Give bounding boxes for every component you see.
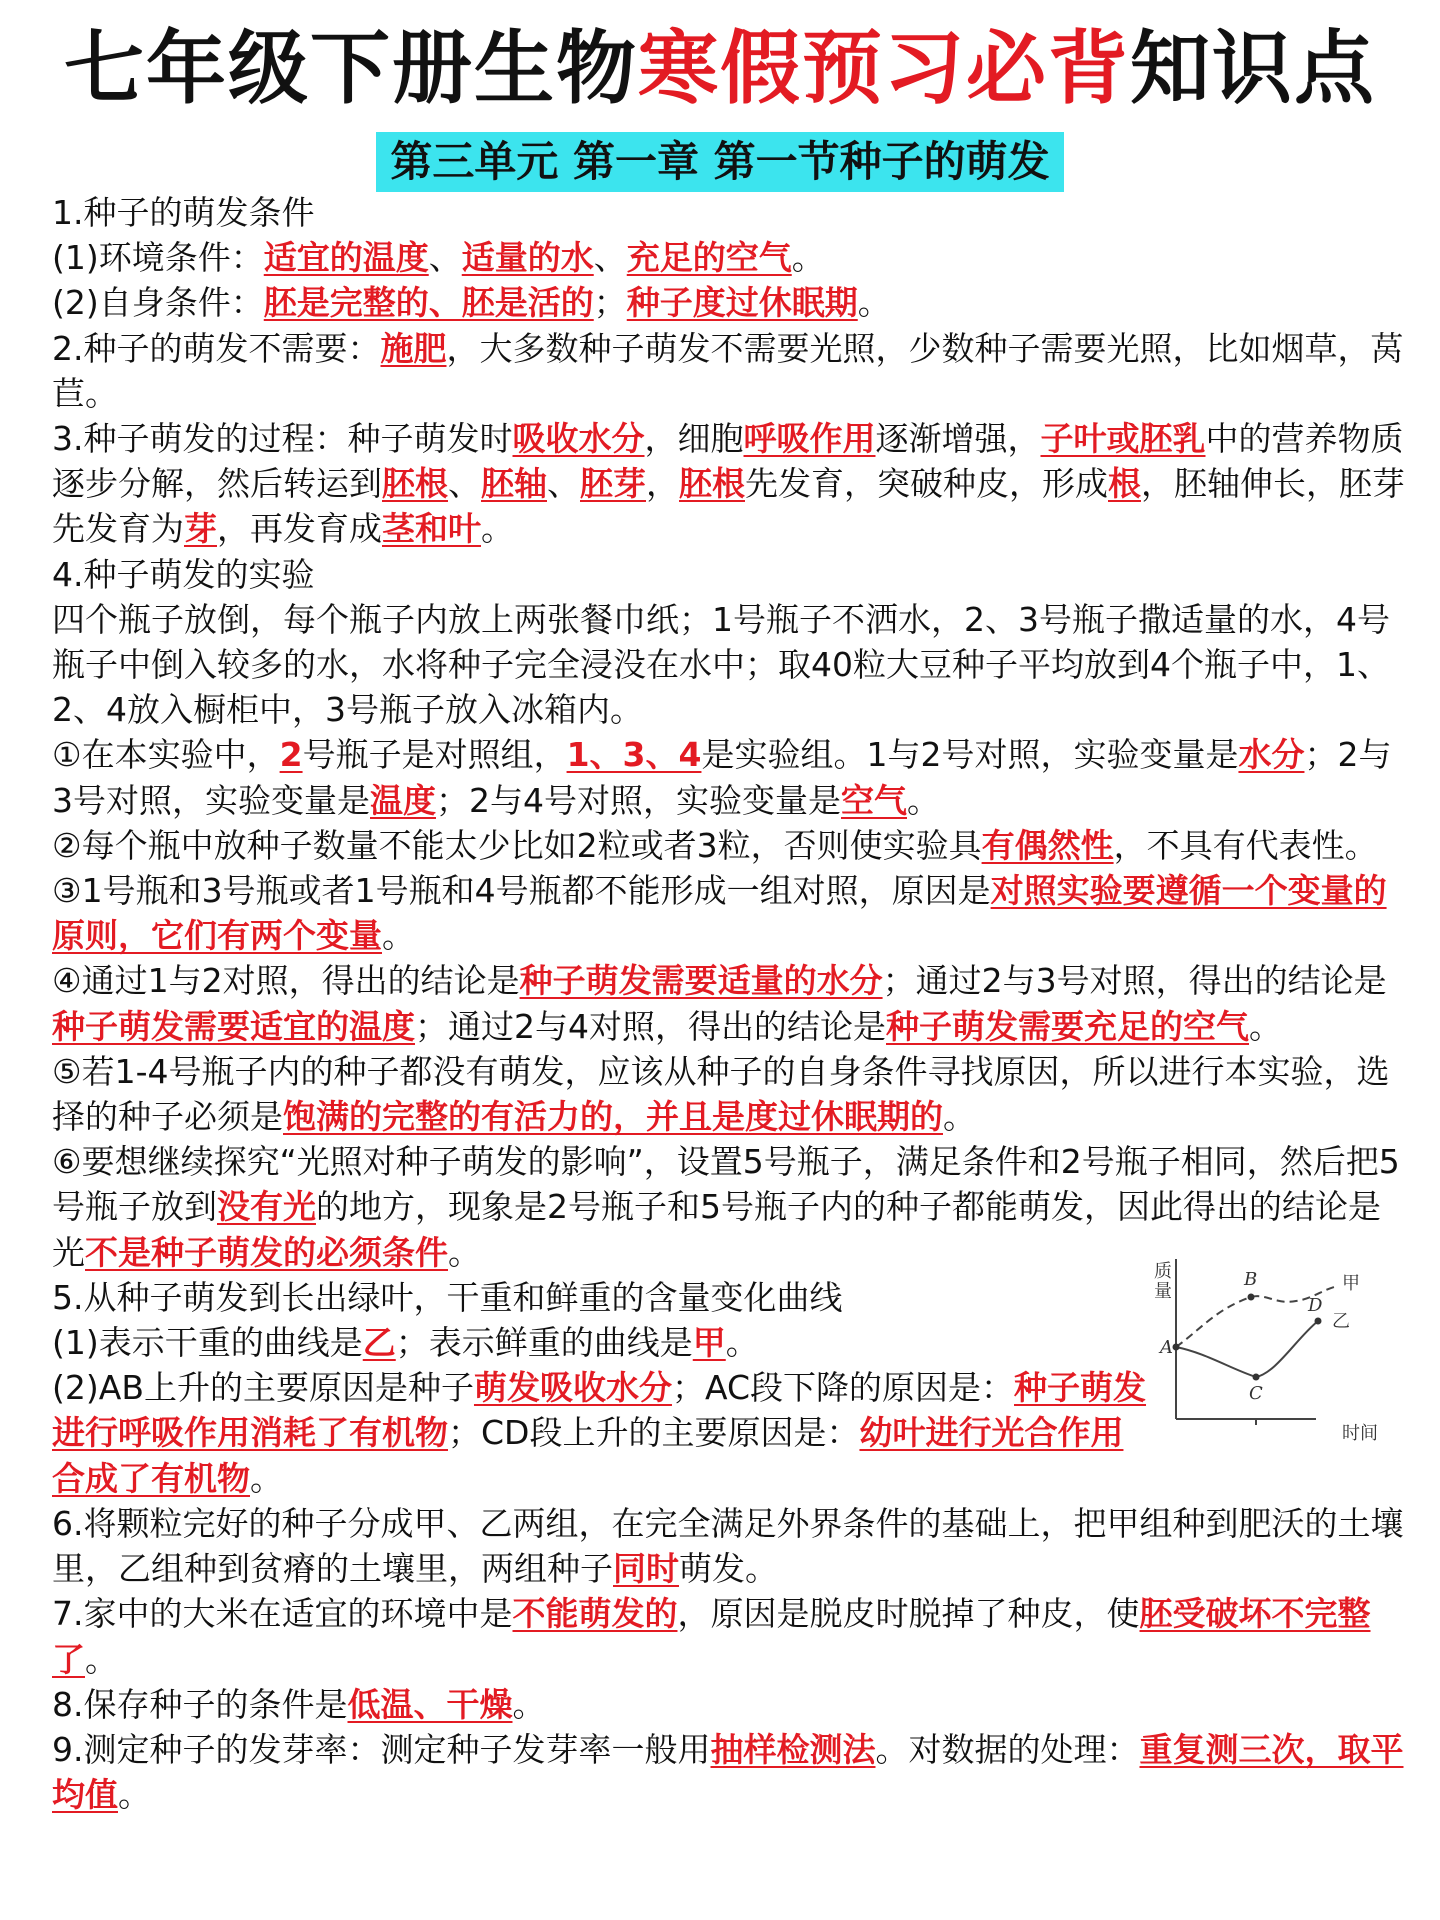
s1-line1: [52, 235, 1406, 280]
s4-heading: 4.种子萌发的实验: [52, 554, 315, 594]
text: ⑥要想继续探究“光照对种子萌发的影响”，设置5号瓶子，满足条件和2号瓶子相同，然后把5号瓶子放到: [52, 1142, 1400, 1227]
text: 。: [943, 1097, 976, 1137]
answer: 水分: [1238, 735, 1305, 775]
answer: 适宜的温度: [263, 238, 429, 278]
text: 、: [547, 464, 580, 504]
answer: 乙: [362, 1323, 396, 1363]
point-d: [1315, 1317, 1322, 1324]
point-a: [1173, 1343, 1180, 1350]
text: 。: [907, 780, 940, 820]
text: ，大多数种子萌发不需要光照，少数种子需要光照，比如烟草，莴苣。: [52, 328, 1404, 413]
label-c: C: [1249, 1382, 1263, 1404]
s8: [52, 1682, 1406, 1727]
answer: 重复测三次，取平均值: [52, 1729, 1404, 1815]
answer: 不能萌发的: [512, 1594, 678, 1634]
text: 、: [448, 464, 481, 504]
s3: [52, 416, 1406, 552]
answer: 胚受破坏不完整了: [52, 1594, 1371, 1679]
answer: 种子萌发进行呼吸作用消耗了有机物: [52, 1368, 1147, 1453]
text: (1)表示干重的曲线是: [52, 1323, 363, 1363]
text: 是实验组。1与2号对照，实验变量是: [701, 735, 1239, 775]
text: 7.家中的大米在适宜的环境中是: [52, 1594, 513, 1634]
answer: 萌发吸收水分: [473, 1368, 672, 1408]
text: ，不具有代表性。: [1113, 825, 1378, 865]
text: ；通过2与3号对照，得出的结论是: [882, 961, 1387, 1001]
answer: 空气: [841, 780, 907, 820]
answer: 根: [1108, 464, 1141, 504]
text: ，原因是脱皮时脱掉了种皮，使: [677, 1594, 1140, 1634]
text: 。: [512, 1684, 546, 1724]
text: 萌发。: [679, 1549, 778, 1589]
text: 。: [725, 1323, 759, 1363]
text: ；2与3号对照，实验变量是: [52, 735, 1392, 820]
text: ，细胞: [644, 419, 744, 459]
text: ，再发育成: [217, 509, 382, 549]
text: 。: [448, 1232, 481, 1272]
text: 。对数据的处理：: [875, 1729, 1140, 1769]
text: ；CD段上升的主要原因是：: [448, 1413, 860, 1453]
text: (2)AB上升的主要原因是种子: [52, 1368, 474, 1408]
text: ③1号瓶和3号瓶或者1号瓶和4号瓶都不能形成一组对照，原因是: [52, 871, 991, 911]
s9: [52, 1727, 1406, 1817]
text: 。: [382, 916, 415, 956]
point-b: [1248, 1293, 1255, 1300]
text: 。: [250, 1458, 283, 1498]
answer: 种子度过休眠期: [626, 283, 858, 323]
text: ②每个瓶中放种子数量不能太少比如2粒或者3粒，否则使实验具: [52, 825, 982, 865]
answer: 子叶或胚乳: [1040, 419, 1206, 459]
answer: 芽: [184, 509, 217, 549]
x-label: 时间: [1342, 1422, 1378, 1444]
answer: 吸收水分: [512, 419, 645, 459]
text: ⑤若1-4号瓶子内的种子都没有萌发，应该从种子的自身条件寻找原因，所以进行本实验，选择的种子必须是: [52, 1051, 1390, 1137]
answer: 种子萌发需要适宜的温度: [52, 1006, 415, 1046]
answer: 胚芽: [580, 464, 646, 504]
s1-line2: [52, 280, 1406, 325]
text: 中的营养物质逐步分解，然后转运到: [52, 419, 1404, 504]
text: ，: [646, 464, 679, 504]
unit-title-wrap: [0, 132, 1440, 192]
text: ；表示鲜重的曲线是: [395, 1323, 693, 1363]
text: ；AC段下降的原因是：: [671, 1368, 1015, 1408]
text: 。: [791, 238, 825, 278]
s4-q2: [52, 823, 1406, 868]
s4-q3: [52, 868, 1406, 958]
text: 8.保存种子的条件是: [52, 1684, 348, 1724]
answer: 种子萌发需要充足的空气: [886, 1006, 1249, 1046]
s7: [52, 1591, 1406, 1681]
text: 。: [481, 509, 514, 549]
text: 。: [118, 1775, 151, 1815]
text: 先发育，突破种皮，形成: [745, 464, 1108, 504]
unit-title: 第三单元 第一章 第一节种子的萌发: [376, 132, 1063, 192]
answer: 胚根: [382, 464, 448, 504]
s2: [52, 326, 1406, 416]
text: 9.测定种子的发芽率：测定种子发芽率一般用: [52, 1729, 711, 1769]
point-c: [1253, 1373, 1260, 1380]
label-a: A: [1160, 1336, 1173, 1358]
title-highlight: 寒假预习必背: [638, 22, 1130, 115]
page-title: [0, 14, 1440, 124]
text: ；2与4号对照，实验变量是: [436, 780, 841, 820]
text: 逐渐增强，: [875, 419, 1041, 459]
answer: 茎和叶: [382, 509, 481, 549]
text: 的地方，现象是2号瓶子和5号瓶子内的种子都能萌发，因此得出的结论是光: [52, 1187, 1381, 1272]
text: 6.将颗粒完好的种子分成甲、乙两组，在完全满足外界条件的基础上，把甲组种到肥沃的土壤里，乙组种到贫瘠的土壤里，两组种子: [52, 1503, 1404, 1589]
answer: 呼吸作用: [743, 419, 876, 459]
text: ④通过1与2对照，得出的结论是: [52, 961, 520, 1001]
s4-q5: [52, 1049, 1406, 1139]
content: [52, 190, 1406, 1817]
answer: 低温、干燥: [347, 1684, 513, 1724]
series-yi-label: 乙: [1332, 1310, 1350, 1332]
text: 。: [1249, 1006, 1282, 1046]
answer: 2: [279, 735, 303, 775]
s6: [52, 1501, 1406, 1591]
text: 、: [593, 238, 627, 278]
answer: 施肥: [380, 328, 447, 368]
answer: 充足的空气: [626, 238, 792, 278]
series-jia-label: 甲: [1342, 1272, 1360, 1294]
title-part3: 知识点: [1130, 22, 1376, 115]
answer: 胚轴: [481, 464, 547, 504]
answer: 胚是完整的、胚是活的: [263, 283, 594, 323]
s5-line2: [52, 1365, 1147, 1501]
text: ，胚轴伸长，胚芽先发育为: [52, 464, 1405, 549]
s4-q1: [52, 732, 1406, 822]
answer: 1、3、4: [566, 735, 702, 775]
answer: 抽样检测法: [710, 1729, 876, 1769]
s5-block: [52, 1260, 1406, 1501]
s4-desc: 四个瓶子放倒，每个瓶子内放上两张餐巾纸；1号瓶子不洒水，2、3号瓶子撒适量的水，4号瓶子中倒入较多的水，水将种子完全浸没在水中；取40粒大豆种子平均放到4个瓶子中，1、2、4放入橱柜中，3号瓶子放入冰箱内。: [52, 599, 1390, 730]
label-d: D: [1308, 1294, 1323, 1316]
answer: 不是种子萌发的必须条件: [85, 1232, 448, 1272]
answer: 没有光: [217, 1187, 316, 1227]
answer: 温度: [370, 780, 436, 820]
title-part1: 七年级下册生物: [64, 22, 638, 115]
s4-q4: [52, 958, 1406, 1048]
answer: 幼叶进行光合作用合成了有机物: [52, 1413, 1124, 1498]
text: 。: [857, 283, 891, 323]
text: 2.种子的萌发不需要：: [52, 328, 381, 368]
text: (2)自身条件：: [52, 283, 264, 323]
s5-heading: 5.从种子萌发到长出绿叶，干重和鲜重的含量变化曲线: [52, 1277, 843, 1317]
answer: 饱满的完整的有活力的，并且是度过休眠期的: [283, 1097, 943, 1137]
answer: 种子萌发需要适量的水分: [519, 961, 883, 1001]
text: 。: [85, 1639, 118, 1679]
text: ；通过2与4对照，得出的结论是: [415, 1006, 886, 1046]
label-b: B: [1244, 1268, 1258, 1290]
s1-heading: 1.种子的萌发条件: [52, 193, 315, 232]
answer: 同时: [613, 1549, 679, 1589]
text: 、: [428, 238, 462, 278]
text: 3.种子萌发的过程：种子萌发时: [52, 419, 513, 459]
text: ；: [593, 283, 627, 323]
y-label: 量: [1154, 1280, 1172, 1302]
text: ①在本实验中，: [52, 735, 280, 775]
answer: 对照实验要遵循一个变量的原则，它们有两个变量: [52, 871, 1387, 956]
weight-curve-graph: [1146, 1249, 1410, 1449]
text: (1)环境条件：: [52, 238, 264, 278]
answer: 有偶然性: [981, 825, 1114, 865]
answer: 甲: [692, 1323, 726, 1363]
answer: 胚根: [679, 464, 745, 504]
answer: 适量的水: [461, 238, 594, 278]
text: 号瓶子是对照组，: [302, 735, 567, 775]
y-label: 质: [1154, 1260, 1172, 1282]
